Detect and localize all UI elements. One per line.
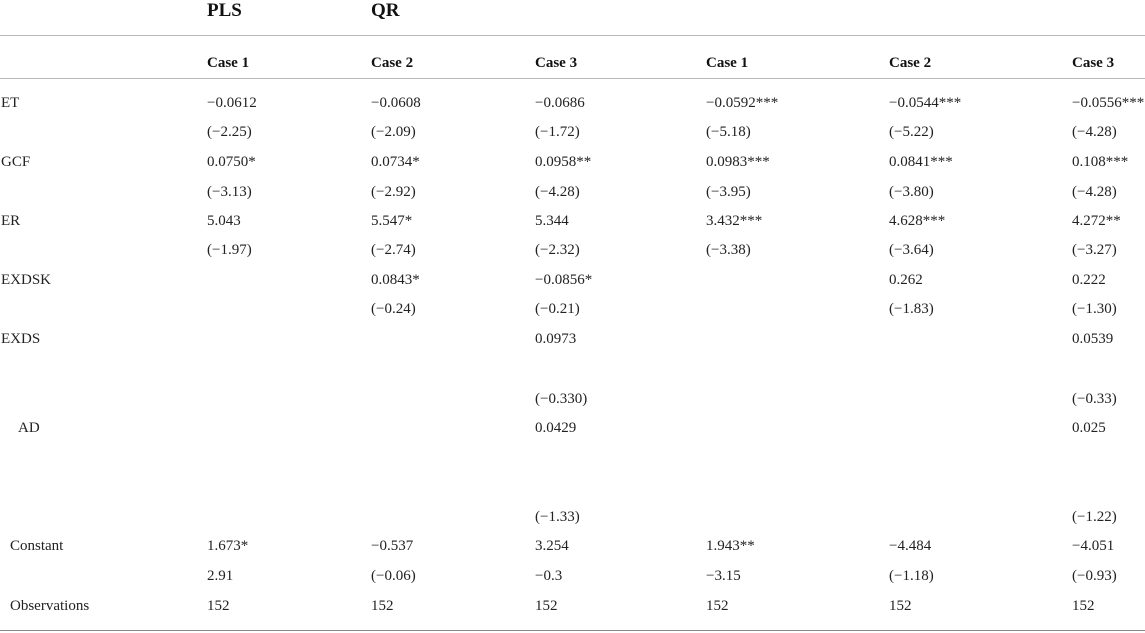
cell-constant-coef-6: −4.051 [1072,538,1115,554]
group-header-pls: PLS [207,0,242,21]
col-header-qr-case-3: Case 3 [1072,55,1115,71]
cell-er-coef-6: 4.272** [1072,213,1121,229]
group-header-qr: QR [371,0,400,21]
cell-et-stat-6: (−4.28) [1072,124,1117,140]
cell-gcf-coef-6: 0.108*** [1072,154,1129,170]
cell-gcf-coef-1: 0.0750* [207,154,256,170]
cell-gcf-stat-4: (−3.95) [706,184,751,200]
rule-header [0,78,1145,79]
cell-constant-coef-5: −4.484 [889,538,932,554]
cell-ad-coef-3: 0.0429 [535,420,577,436]
cell-ad-coef-6: 0.025 [1072,420,1106,436]
cell-et-coef-2: −0.0608 [371,95,421,111]
cell-observations-2: 152 [371,598,394,614]
cell-et-coef-5: −0.0544*** [889,95,962,111]
cell-exds-coef-3: 0.0973 [535,331,577,347]
cell-er-coef-3: 5.344 [535,213,569,229]
cell-er-stat-6: (−3.27) [1072,242,1117,258]
col-header-qr-case-2: Case 2 [889,55,932,71]
cell-et-coef-4: −0.0592*** [706,95,779,111]
cell-er-stat-5: (−3.64) [889,242,934,258]
cell-constant-coef-4: 1.943** [706,538,755,554]
cell-er-coef-1: 5.043 [207,213,241,229]
cell-et-stat-1: (−2.25) [207,124,252,140]
cell-exdsk-stat-6: (−1.30) [1072,301,1117,317]
rule-bottom [0,630,1145,631]
cell-observations-6: 152 [1072,598,1095,614]
row-label-ad: AD [18,420,40,436]
cell-ad-stat-3: (−1.33) [535,509,580,525]
row-label-constant: Constant [10,538,64,554]
cell-exds-stat-3: (−0.330) [535,391,588,407]
cell-gcf-coef-5: 0.0841*** [889,154,953,170]
cell-et-coef-3: −0.0686 [535,95,585,111]
cell-et-coef-6: −0.0556*** [1072,95,1145,111]
row-label-exdsk: EXDSK [1,272,52,288]
cell-et-stat-3: (−1.72) [535,124,580,140]
cell-er-coef-2: 5.547* [371,213,413,229]
cell-gcf-coef-3: 0.0958** [535,154,592,170]
row-label-gcf: GCF [1,154,31,170]
cell-et-stat-2: (−2.09) [371,124,416,140]
cell-gcf-coef-2: 0.0734* [371,154,420,170]
cell-constant-stat-2: (−0.06) [371,568,416,584]
cell-et-coef-1: −0.0612 [207,95,257,111]
cell-exds-stat-6: (−0.33) [1072,391,1117,407]
cell-gcf-stat-5: (−3.80) [889,184,934,200]
cell-observations-3: 152 [535,598,558,614]
cell-exds-coef-6: 0.0539 [1072,331,1114,347]
cell-constant-stat-1: 2.91 [207,568,234,584]
cell-er-coef-5: 4.628*** [889,213,946,229]
cell-constant-coef-1: 1.673* [207,538,249,554]
cell-exdsk-coef-6: 0.222 [1072,272,1106,288]
cell-exdsk-coef-3: −0.0856* [535,272,593,288]
cell-er-stat-3: (−2.32) [535,242,580,258]
cell-er-stat-2: (−2.74) [371,242,416,258]
cell-er-stat-1: (−1.97) [207,242,252,258]
cell-constant-stat-4: −3.15 [706,568,741,584]
cell-er-coef-4: 3.432*** [706,213,763,229]
col-header-pls-case-1: Case 1 [207,55,250,71]
cell-exdsk-stat-3: (−0.21) [535,301,580,317]
cell-ad-stat-6: (−1.22) [1072,509,1117,525]
row-label-observations: Observations [10,598,90,614]
col-header-pls-case-3: Case 3 [535,55,578,71]
cell-observations-5: 152 [889,598,912,614]
cell-gcf-stat-2: (−2.92) [371,184,416,200]
cell-gcf-stat-3: (−4.28) [535,184,580,200]
cell-constant-stat-3: −0.3 [535,568,563,584]
cell-observations-4: 152 [706,598,729,614]
cell-constant-stat-5: (−1.18) [889,568,934,584]
cell-exdsk-coef-5: 0.262 [889,272,923,288]
cell-gcf-stat-1: (−3.13) [207,184,252,200]
cell-gcf-stat-6: (−4.28) [1072,184,1117,200]
cell-constant-coef-2: −0.537 [371,538,414,554]
cell-constant-coef-3: 3.254 [535,538,569,554]
row-label-et: ET [1,95,20,111]
cell-constant-stat-6: (−0.93) [1072,568,1117,584]
cell-er-stat-4: (−3.38) [706,242,751,258]
cell-et-stat-4: (−5.18) [706,124,751,140]
row-label-er: ER [1,213,21,229]
cell-exdsk-stat-5: (−1.83) [889,301,934,317]
col-header-pls-case-2: Case 2 [371,55,414,71]
cell-et-stat-5: (−5.22) [889,124,934,140]
cell-exdsk-stat-2: (−0.24) [371,301,416,317]
rule-top [0,35,1145,36]
cell-gcf-coef-4: 0.0983*** [706,154,770,170]
cell-observations-1: 152 [207,598,230,614]
row-label-exds: EXDS [1,331,41,347]
col-header-qr-case-1: Case 1 [706,55,749,71]
cell-exdsk-coef-2: 0.0843* [371,272,420,288]
